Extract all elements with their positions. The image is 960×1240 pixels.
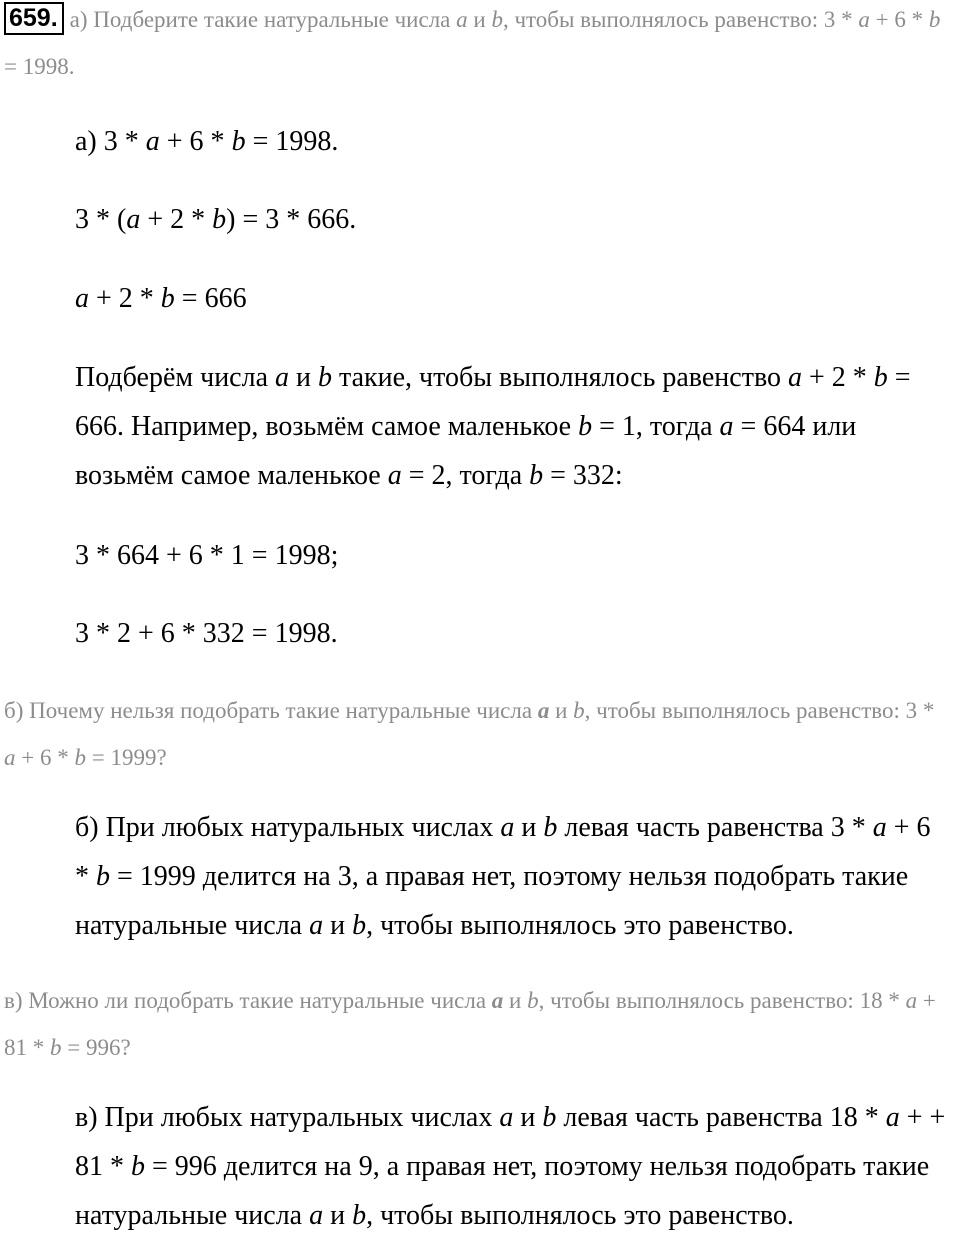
var-a: a <box>275 362 290 393</box>
var-b: b <box>543 812 558 843</box>
var-a: a <box>456 7 468 32</box>
var-a: a <box>145 126 160 157</box>
var-a: a <box>75 283 89 314</box>
var-a: a <box>885 1102 900 1133</box>
question-b: б) Почему нельзя подобрать такие натуральные числа a и b, чтобы выполнялось равенство: 3 * a + 6 * b = 1999? <box>4 698 935 770</box>
var-a: a <box>787 362 802 393</box>
var-a: a <box>309 1200 324 1231</box>
var-b: b <box>212 204 227 235</box>
var-a: a <box>126 204 141 235</box>
var-b: b <box>873 362 888 393</box>
var-a: a <box>537 698 550 723</box>
var-b: b <box>131 1151 145 1182</box>
var-b: b <box>96 861 110 892</box>
var-b: b <box>318 362 332 393</box>
var-a: a <box>387 460 402 491</box>
solution-c-paragraph: в) При любых натуральных числах a и b левая часть равенства 18 * a + + 81 * b = 996 делится на 9, а правая нет, поэтому нельзя подобрать такие натуральные числа a и b, чтобы выполнялось это равенство. <box>75 1102 946 1231</box>
var-a: a <box>719 411 734 442</box>
var-b: b <box>352 910 367 941</box>
solution-a-eq4: 3 * 664 + 6 * 1 = 1998; <box>75 540 339 571</box>
var-b: b <box>527 988 539 1013</box>
var-a: a <box>500 812 515 843</box>
var-b: b <box>578 411 593 442</box>
solution-a-paragraph: Подберём числа a и b такие, чтобы выполнялось равенство a + 2 * b = 666. Например, возьмём самое маленькое b = 1, тогда a = 664 или возьмём самое маленькое a = 2, тогда b = 332: <box>75 362 911 491</box>
task-number: 659. <box>4 2 64 35</box>
solution-b-paragraph: б) При любых натуральных числах a и b левая часть равенства 3 * a + 6 * b = 1999 делится на 3, а правая нет, поэтому нельзя подобрать такие натуральные числа a и b, чтобы выполнялось это равенство. <box>75 812 931 941</box>
var-b: b <box>529 460 544 491</box>
solution-a-eq1: а) 3 * a + 6 * b = 1998. <box>75 126 339 157</box>
var-b: b <box>928 7 941 32</box>
var-a: a <box>499 1102 514 1133</box>
var-a: a <box>4 745 16 770</box>
var-b: b <box>352 1200 367 1231</box>
solution-a-eq3: a + 2 * b = 666 <box>75 283 247 314</box>
solution-a-eq5: 3 * 2 + 6 * 332 = 1998. <box>75 618 338 649</box>
var-a: a <box>309 910 324 941</box>
var-a: a <box>872 812 887 843</box>
var-a: a <box>858 7 870 32</box>
var-b: b <box>231 126 246 157</box>
question-a: 659. а) Подберите такие натуральные числа a и b, чтобы выполнялось равенство: 3 * a + 6 * b = 1998. <box>4 4 941 79</box>
var-a: a <box>905 988 918 1013</box>
var-b: b <box>542 1102 557 1133</box>
var-b: b <box>573 698 585 723</box>
var-b: b <box>74 745 86 770</box>
var-b: b <box>491 7 503 32</box>
var-b: b <box>160 283 175 314</box>
var-b: b <box>50 1035 62 1060</box>
question-c: в) Можно ли подобрать такие натуральные числа a и b, чтобы выполнялось равенство: 18 * a + 81 * b = 996? <box>4 988 936 1060</box>
solution-a-eq2: 3 * (a + 2 * b) = 3 * 666. <box>75 204 357 235</box>
var-a: a <box>491 988 504 1013</box>
